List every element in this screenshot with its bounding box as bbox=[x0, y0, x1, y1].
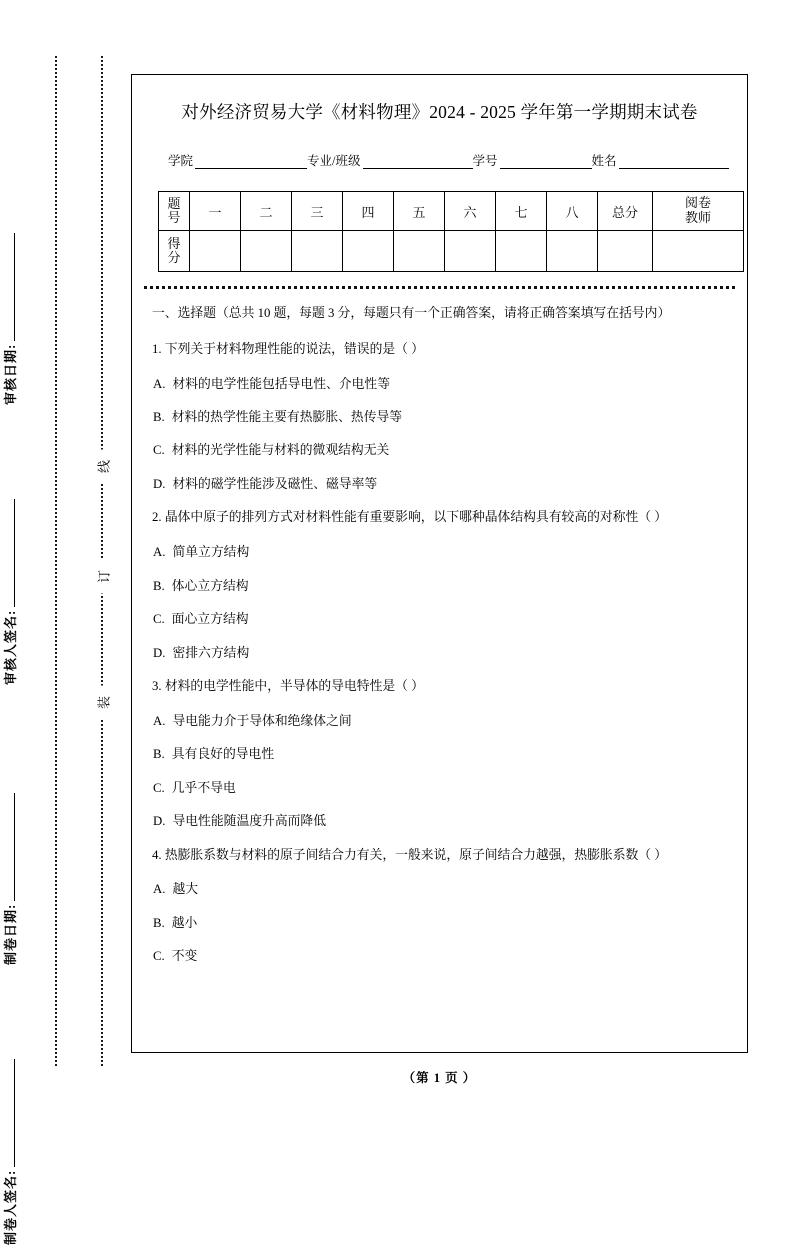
question-3-option-c-text: 几乎不导电 bbox=[171, 780, 236, 795]
page-footer: （第 1 页 ） bbox=[402, 1071, 477, 1085]
question-3-option-c[interactable] bbox=[152, 778, 727, 798]
score-cell-1[interactable] bbox=[190, 231, 241, 272]
row-label-question-number-char2: 号 bbox=[167, 210, 181, 225]
score-cell-8[interactable] bbox=[547, 231, 598, 272]
reviewer-signature-text: 审核人签名: bbox=[3, 609, 18, 685]
row-label-score-char2: 分 bbox=[167, 250, 181, 265]
score-cell-6[interactable] bbox=[445, 231, 496, 272]
question-2-option-a-label: A. bbox=[153, 545, 166, 560]
question-4-option-b[interactable] bbox=[152, 913, 727, 933]
question-2-option-b-label: B. bbox=[153, 578, 165, 593]
score-col-5: 五 bbox=[394, 192, 445, 231]
score-cell-5[interactable] bbox=[394, 231, 445, 272]
question-3-option-a[interactable] bbox=[152, 711, 727, 731]
exam-paper-frame bbox=[131, 74, 748, 1053]
question-2-number: 2. bbox=[152, 510, 162, 525]
binding-dashed-line-outer bbox=[55, 56, 57, 1066]
student-info-row bbox=[132, 127, 747, 169]
question-4-option-b-text: 越小 bbox=[171, 915, 198, 930]
field-name bbox=[592, 151, 729, 169]
paper-date-blank bbox=[14, 793, 15, 901]
score-col-grader bbox=[653, 192, 744, 231]
question-1-number: 1. bbox=[152, 341, 162, 356]
sidebar-paper-author-signature bbox=[0, 995, 19, 1245]
question-4-option-c-text: 不变 bbox=[171, 949, 198, 964]
question-4-option-a-label: A. bbox=[153, 882, 166, 897]
question-1-option-c-label: C. bbox=[153, 443, 165, 458]
score-cell-3[interactable] bbox=[292, 231, 343, 272]
question-4-text: 热膨胀系数与材料的原子间结合力有关，一般来说，原子间结合力越强，热膨胀系数（ ） bbox=[164, 847, 668, 862]
field-major-class-label: 专业/班级 bbox=[307, 154, 361, 168]
field-major-class bbox=[307, 151, 472, 169]
question-4-option-a[interactable] bbox=[152, 879, 727, 899]
question-1-option-b[interactable] bbox=[152, 407, 727, 427]
field-college bbox=[168, 151, 307, 169]
question-4-option-b-label: B. bbox=[153, 915, 165, 930]
question-2-option-d[interactable] bbox=[152, 643, 727, 663]
score-col-6: 六 bbox=[445, 192, 496, 231]
score-col-1: 一 bbox=[190, 192, 241, 231]
question-4-number: 4. bbox=[152, 847, 162, 862]
score-cell-total[interactable] bbox=[598, 231, 653, 272]
question-2-stem bbox=[152, 507, 727, 529]
question-2-option-a-text: 简单立方结构 bbox=[172, 545, 250, 560]
question-2-option-b[interactable] bbox=[152, 576, 727, 596]
reviewer-signature-blank bbox=[14, 499, 15, 607]
question-3-stem bbox=[152, 676, 727, 698]
field-name-label: 姓名 bbox=[591, 154, 617, 168]
question-2-option-b-text: 体心立方结构 bbox=[171, 578, 249, 593]
score-cell-grader[interactable] bbox=[653, 231, 744, 272]
score-col-3: 三 bbox=[292, 192, 343, 231]
table-row-scores bbox=[159, 231, 744, 272]
binding-mark-pack: 装 bbox=[89, 686, 118, 720]
question-4-option-c-label: C. bbox=[153, 949, 165, 964]
question-1-stem bbox=[152, 339, 727, 361]
question-4-option-a-text: 越大 bbox=[172, 882, 199, 897]
question-1-option-c[interactable] bbox=[152, 440, 727, 460]
question-2-option-a[interactable] bbox=[152, 542, 727, 562]
question-2-option-c-text: 面心立方结构 bbox=[171, 612, 249, 627]
field-student-id bbox=[473, 151, 592, 169]
field-student-id-label: 学号 bbox=[472, 154, 498, 168]
score-table-container bbox=[132, 169, 747, 272]
grader-label-char1: 阅卷 bbox=[684, 195, 711, 211]
row-label-question-number bbox=[159, 192, 190, 231]
question-1-option-d-text: 材料的磁学性能涉及磁性、磁导率等 bbox=[172, 476, 378, 491]
score-cell-7[interactable] bbox=[496, 231, 547, 272]
question-2-text: 晶体中原子的排列方式对材料性能有重要影响，以下哪种晶体结构具有较高的对称性（ ） bbox=[164, 510, 668, 525]
row-label-question-number-char1: 题 bbox=[167, 196, 181, 212]
question-3-option-d[interactable] bbox=[152, 811, 727, 831]
binding-mark-line: 线 bbox=[89, 450, 118, 484]
question-4-option-c[interactable] bbox=[152, 946, 727, 966]
question-3-option-d-text: 导电性能随温度升高而降低 bbox=[172, 814, 327, 829]
score-col-7: 七 bbox=[496, 192, 547, 231]
binding-mark-bind: 订 bbox=[89, 560, 118, 594]
score-col-2: 二 bbox=[241, 192, 292, 231]
score-table bbox=[158, 191, 744, 272]
score-cell-4[interactable] bbox=[343, 231, 394, 272]
row-label-score-char1: 得 bbox=[167, 236, 181, 252]
question-3-option-d-label: D. bbox=[153, 814, 166, 829]
question-1-option-d-label: D. bbox=[153, 476, 166, 491]
question-2-option-d-text: 密排六方结构 bbox=[172, 645, 250, 660]
question-1-option-c-text: 材料的光学性能与材料的微观结构无关 bbox=[171, 443, 390, 458]
paper-date-text: 制卷日期: bbox=[3, 903, 18, 965]
binding-sidebar bbox=[0, 0, 131, 1245]
score-col-8: 八 bbox=[547, 192, 598, 231]
question-2-option-c[interactable] bbox=[152, 609, 727, 629]
score-col-total: 总分 bbox=[598, 192, 653, 231]
question-2-option-d-label: D. bbox=[153, 645, 166, 660]
question-4-stem bbox=[152, 845, 727, 867]
review-date-text: 审核日期: bbox=[3, 343, 18, 405]
question-3-number: 3. bbox=[152, 679, 162, 693]
question-1-option-b-label: B. bbox=[153, 409, 165, 424]
field-college-label: 学院 bbox=[168, 154, 194, 168]
question-2-option-c-label: C. bbox=[153, 612, 165, 627]
question-1-text: 下列关于材料物理性能的说法，错误的是（ ） bbox=[164, 341, 424, 356]
question-3-option-a-text: 导电能力介于导体和绝缘体之间 bbox=[172, 713, 352, 728]
field-student-id-input[interactable] bbox=[500, 155, 592, 169]
question-3-option-a-label: A. bbox=[153, 713, 166, 728]
question-3-text: 材料的电学性能中，半导体的导电特性是（ ） bbox=[164, 679, 424, 693]
sidebar-reviewer-signature bbox=[0, 435, 19, 685]
page-title: 对外经济贸易大学《材料物理》2024 - 2025 学年第一学期期末试卷 bbox=[181, 102, 698, 122]
questions-body bbox=[132, 289, 747, 967]
question-3-option-b-label: B. bbox=[153, 747, 165, 762]
sidebar-paper-date bbox=[0, 715, 19, 965]
question-3-option-b[interactable] bbox=[152, 744, 727, 764]
paper-author-signature-blank bbox=[14, 1059, 15, 1167]
question-3-option-c-label: C. bbox=[153, 780, 165, 795]
question-1-option-a-text: 材料的电学性能包括导电性、介电性等 bbox=[172, 376, 390, 391]
review-date-blank bbox=[14, 233, 15, 341]
field-college-input[interactable] bbox=[195, 155, 307, 169]
row-label-score bbox=[159, 231, 190, 272]
section-heading-choice: 一、选择题（总共 10 题，每题 3 分，每题只有一个正确答案，请将正确答案填写在括号内） bbox=[152, 306, 671, 320]
field-name-input[interactable] bbox=[619, 155, 729, 169]
question-1-option-a[interactable] bbox=[152, 374, 727, 394]
paper-author-signature-text: 制卷人签名: bbox=[3, 1169, 18, 1245]
question-1-option-b-text: 材料的热学性能主要有热膨胀、热传导等 bbox=[171, 409, 403, 424]
field-major-class-input[interactable] bbox=[363, 155, 473, 169]
score-col-4: 四 bbox=[343, 192, 394, 231]
question-3-option-b-text: 具有良好的导电性 bbox=[171, 747, 275, 762]
table-row-question-numbers bbox=[159, 192, 744, 231]
question-1-option-a-label: A. bbox=[153, 376, 166, 391]
question-1-option-d[interactable] bbox=[152, 474, 727, 494]
grader-label-char2: 教师 bbox=[684, 210, 711, 225]
score-cell-2[interactable] bbox=[241, 231, 292, 272]
sidebar-review-date bbox=[0, 155, 19, 405]
